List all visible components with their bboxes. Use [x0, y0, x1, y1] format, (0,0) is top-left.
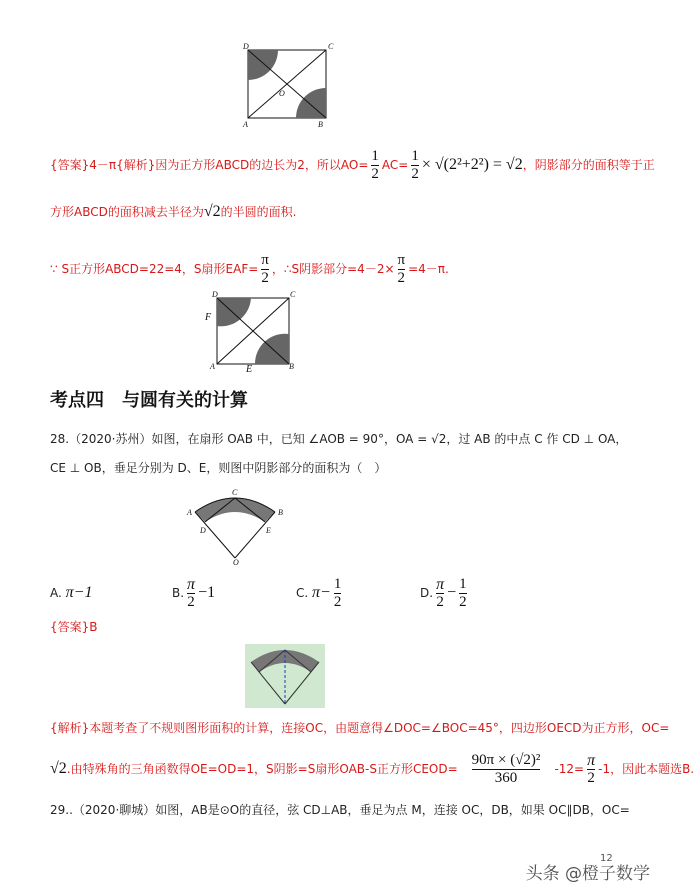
fig3-label-e: E: [266, 526, 271, 535]
text: 的半圆的面积.: [220, 205, 297, 219]
watermark: 头条 @橙子数学: [525, 864, 650, 884]
text: =4－π.: [408, 262, 449, 276]
fig2-label-c: C: [290, 290, 296, 299]
den: 2: [371, 166, 379, 182]
num: π: [261, 252, 269, 268]
text: .由特殊角的三角函数得OE=OD=1，S阴影=S扇形OAB-S正方形CEOD=: [66, 762, 458, 776]
num: 1: [371, 148, 379, 164]
fig1-label-b: B: [318, 120, 323, 129]
q28-analysis-line2: [50, 752, 694, 787]
num: π: [187, 576, 196, 593]
fraction-pi-2b: [398, 252, 406, 287]
q29-line1: 29..（2020·聊城）如图，AB是⊙O的直径，弦 CD⊥AB，垂足为点 M，连接 OC，DB，如果 OC∥DB，OC=: [50, 803, 630, 817]
frac2: [459, 576, 467, 611]
text: ∵ S正方形ABCD=22=4，S扇形EAF=: [50, 262, 259, 276]
text: ，∴S阴影部分=4－2×: [271, 262, 395, 276]
den: 2: [261, 270, 269, 286]
num: π: [436, 576, 445, 593]
fig3-label-d: D: [200, 526, 206, 535]
den: 2: [397, 270, 406, 286]
minus: −: [447, 584, 457, 601]
fig1-label-c: C: [328, 42, 334, 51]
den: 360: [494, 770, 518, 786]
fraction-half-2: [411, 148, 419, 183]
fig3-label-a: A: [187, 508, 192, 517]
option-c[interactable]: [296, 576, 344, 611]
fig3-label-c: C: [232, 488, 238, 497]
letter: C.: [296, 586, 309, 600]
fig2-label-b: B: [289, 362, 294, 371]
section-heading: 考点四 与圆有关的计算: [50, 390, 248, 411]
letter: D.: [420, 586, 434, 600]
fig1-label-d: D: [243, 42, 249, 51]
sqrt2: √2: [203, 203, 221, 220]
option-b[interactable]: [172, 576, 215, 611]
q28-answer: {答案}B: [50, 620, 98, 634]
figure-sector-solution: [245, 644, 325, 708]
page-number: 12: [600, 853, 613, 864]
letter: A.: [50, 586, 62, 600]
num: 1: [411, 148, 419, 164]
text: ，阴影部分的面积等于正: [522, 158, 655, 172]
letter: B.: [172, 586, 185, 600]
q28-analysis-line1: {解析}本题考查了不规则图形面积的计算，连接OC，由题意得∠DOC=∠BOC=45°，四边形OECD为正方形，OC=: [50, 721, 670, 735]
fraction-pi-2: [261, 252, 269, 287]
text: AC=: [381, 158, 409, 172]
option-a[interactable]: [50, 584, 92, 602]
frac: [187, 576, 195, 611]
fig2-label-a: A: [210, 362, 215, 371]
den: 2: [587, 770, 595, 786]
num: π: [587, 752, 596, 769]
fraction-pi-2: [587, 752, 595, 787]
fraction-half: [371, 148, 379, 183]
text: {答案}4－π{解析}因为正方形ABCD的边长为2，所以AO=: [50, 158, 369, 172]
answer1-line1: [50, 148, 655, 183]
big-fraction: [472, 752, 541, 787]
fig1-label-a: A: [243, 120, 248, 129]
fig3-label-o: O: [233, 558, 239, 567]
fig2-label-e: E: [246, 364, 253, 375]
figure-square-1: [236, 40, 336, 132]
num: 90π × (√2)²: [471, 752, 541, 768]
text: 方形ABCD的面积减去半径为: [50, 205, 204, 219]
den: 2: [436, 594, 444, 610]
den: 2: [411, 166, 419, 182]
head: π−: [312, 584, 331, 601]
num: 1: [459, 576, 467, 592]
text: -12=: [554, 762, 585, 776]
fig2-label-f: F: [205, 312, 212, 323]
expr: π−1: [65, 584, 93, 601]
den: 2: [459, 594, 467, 610]
tail: −1: [198, 584, 216, 601]
text: -1，因此本题选B.: [598, 762, 694, 776]
fig3-label-b: B: [278, 508, 283, 517]
q28-line1: 28.（2020·苏州）如图，在扇形 OAB 中，已知 ∠AOB = 90°，OA = √2，过 AB 的中点 C 作 CD ⊥ OA，: [50, 432, 628, 446]
num: 1: [333, 576, 342, 592]
q28-line2: CE ⊥ OB，垂足分别为 D、E，则图中阴影部分的面积为（ ）: [50, 461, 387, 475]
den: 2: [187, 594, 195, 610]
sqrt-expression: × √(2²+2²) = √2: [421, 156, 523, 173]
num: π: [397, 252, 406, 268]
fig1-label-o: O: [279, 89, 285, 98]
sqrt2: √2: [50, 760, 67, 777]
den: 2: [333, 594, 342, 610]
answer1-line2: [50, 203, 296, 221]
frac: [436, 576, 444, 611]
option-d[interactable]: [420, 576, 470, 611]
fig2-label-d: D: [212, 290, 218, 299]
frac: [334, 576, 342, 611]
answer1-line3: [50, 252, 449, 287]
